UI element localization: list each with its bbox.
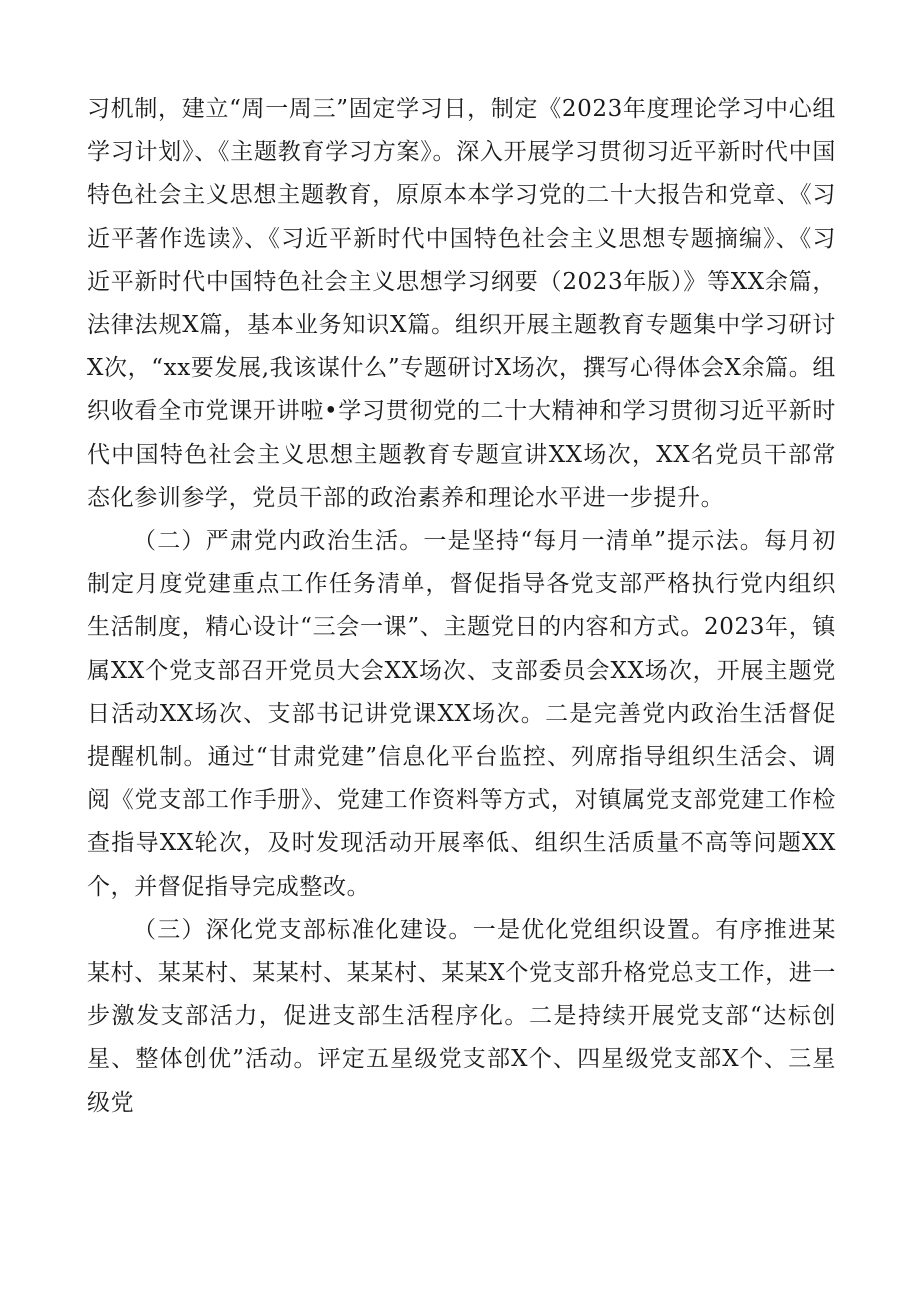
paragraph-study-mechanism: 习机制，建立“周一周三”固定学习日，制定《2023年度理论学习中心组学习计划》、《主题教育学习方案》。深入开展学习贯彻习近平新时代中国特色社会主义思想主题教育，原原本本学习党的二十大报告和党章、《习近平著作选读》、《习近平新时代中国特色社会主义思想专题摘编》、《习近平新时代中国特色社会主义思想学习纲要（2023年版）》等XX余篇，法律法规X篇，基本业务知识X篇。组织开展主题教育专题集中学习研讨X次，“xx要发展,我该谋什么”专题研讨X场次，撰写心得体会X余篇。组织收看全市党课开讲啦•学习贯彻党的二十大精神和学习贯彻习近平新时代中国特色社会主义思想主题教育专题宣讲XX场次，XX名党员干部常态化参训参学，党员干部的政治素养和理论水平进一步提升。	[87, 96, 836, 511]
paragraph-branch-standardization: （三）深化党支部标准化建设。一是优化党组织设置。有序推进某某村、某某村、某某村、某某村、某某X个党支部升格党总支工作，进一步激发支部活力，促进支部生活程序化。二是持续开展党支部“达标创星、整体创优”活动。评定五星级党支部X个、四星级党支部X个、三星级党	[87, 916, 836, 1116]
paragraph-party-political-life: （二）严肃党内政治生活。一是坚持“每月一清单”提示法。每月初制定月度党建重点工作任务清单，督促指导各党支部严格执行党内组织生活制度，精心设计“三会一课”、主题党日的内容和方式。2023年，镇属XX个党支部召开党员大会XX场次、支部委员会XX场次，开展主题党日活动XX场次、支部书记讲党课XX场次。二是完善党内政治生活督促提醒机制。通过“甘肃党建”信息化平台监控、列席指导组织生活会、调阅《党支部工作手册》、党建工作资料等方式，对镇属党支部党建工作检查指导XX轮次，及时发现活动开展率低、组织生活质量不高等问题XX个，并督促指导完成整改。	[87, 528, 836, 900]
